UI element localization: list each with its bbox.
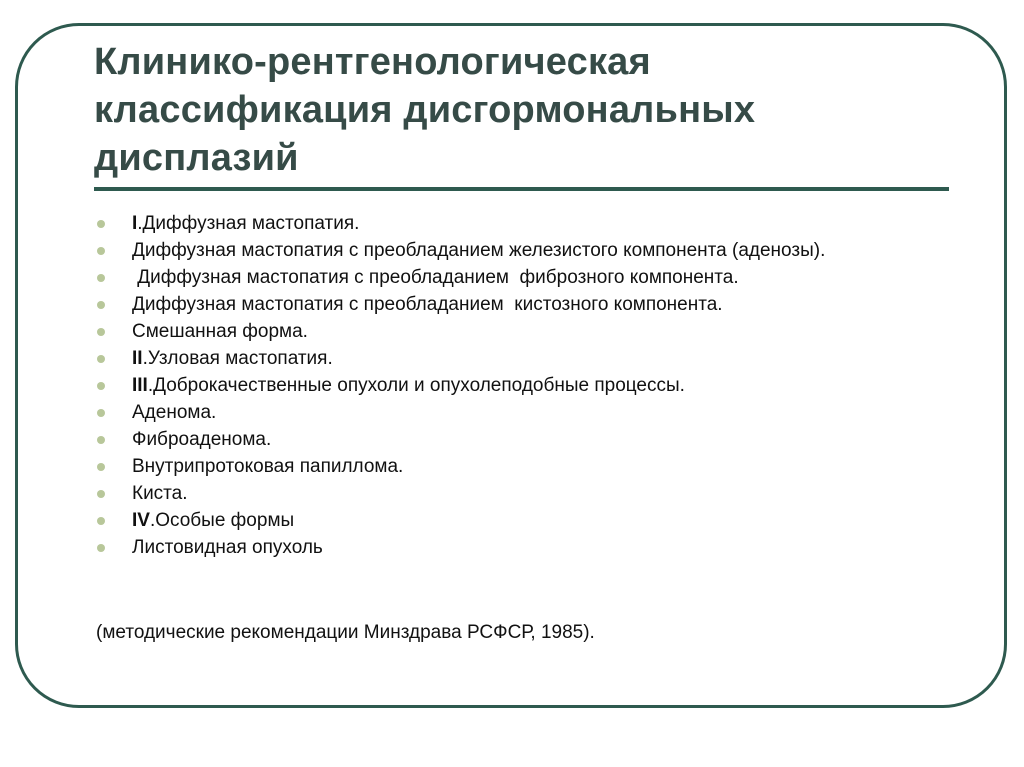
bullet-icon (97, 355, 105, 363)
list-item-text: .Особые формы (149, 510, 295, 531)
list-item-text: .Доброкачественные опухоли и опухолеподобные процессы. (147, 375, 685, 396)
list-item-text: .Диффузная мастопатия. (137, 213, 360, 234)
list-item (96, 347, 916, 370)
bullet-icon (97, 301, 105, 309)
bullet-icon (97, 436, 105, 444)
list-item (96, 266, 916, 289)
list-item-text: Киста. (132, 483, 188, 504)
list-item-text: Аденома. (132, 402, 217, 423)
list-item (96, 428, 916, 451)
list-item (96, 320, 916, 343)
bullet-icon (97, 409, 105, 417)
list-item (96, 212, 916, 235)
bullet-icon (97, 328, 105, 336)
list-item (96, 536, 916, 559)
list-item-text: Внутрипротоковая папиллома. (132, 456, 404, 477)
slide-title: Клинико-рентгенологическая классификация дисгормональных дисплазий (94, 41, 756, 179)
bullet-icon (97, 274, 105, 282)
roman-numeral: I (132, 213, 138, 234)
roman-numeral: IV (132, 510, 150, 531)
list-item (96, 401, 916, 424)
list-item (96, 293, 916, 316)
list-item (96, 455, 916, 478)
list-item-text: Диффузная мастопатия с преобладанием кистозного компонента. (132, 294, 723, 315)
title-divider (94, 187, 949, 191)
list-item-text: .Узловая мастопатия. (142, 348, 333, 369)
roman-numeral: III (132, 375, 148, 396)
list-item-text: Фиброаденома. (132, 429, 272, 450)
source-note: (методические рекомендации Минздрава РСФСР, 1985). (96, 622, 595, 643)
bullet-icon (97, 463, 105, 471)
roman-numeral: II (132, 348, 143, 369)
list-item-text: Листовидная опухоль (132, 537, 323, 558)
bullet-icon (97, 247, 105, 255)
bullet-icon (97, 382, 105, 390)
bullet-icon (97, 517, 105, 525)
list-item (96, 509, 916, 532)
bullet-icon (97, 490, 105, 498)
bullet-icon (97, 220, 105, 228)
list-item-text: Диффузная мастопатия с преобладанием железистого компонента (аденозы). (132, 240, 826, 261)
list-item-text: Смешанная форма. (132, 321, 308, 342)
list-item-text: Диффузная мастопатия с преобладанием фиброзного компонента. (132, 267, 739, 288)
list-item (96, 482, 916, 505)
bullet-icon (97, 544, 105, 552)
list-item (96, 239, 916, 262)
bullet-list (96, 212, 916, 563)
list-item (96, 374, 916, 397)
